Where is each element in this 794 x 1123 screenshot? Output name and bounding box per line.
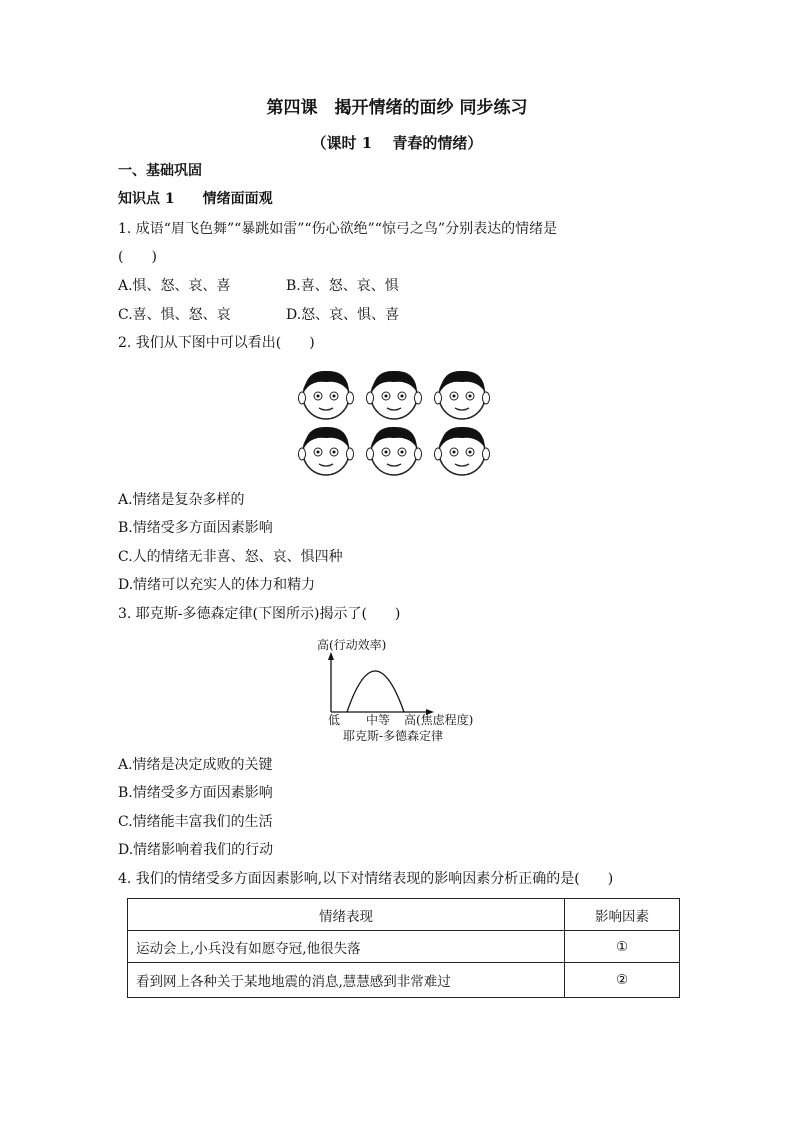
q4-table <box>127 898 680 998</box>
q1-option-b: B.喜、怒、哀、惧 <box>286 278 399 294</box>
q2-option-b: B.情绪受多方面因素影响 <box>118 520 273 536</box>
q2-stem: 2. 我们从下图中可以看出( ) <box>118 335 315 351</box>
section-heading: 一、基础巩固 <box>118 163 202 179</box>
face <box>299 371 354 419</box>
face <box>299 427 354 475</box>
q3-stem: 3. 耶克斯-多德森定律(下图所示)揭示了( ) <box>118 606 401 622</box>
q3-option-d: D.情绪影响着我们的行动 <box>118 842 274 858</box>
q3-option-c: C.情绪能丰富我们的生活 <box>118 814 273 830</box>
q1-option-d: D.怒、哀、惧、喜 <box>286 307 400 323</box>
chart-x-high: 高(焦虑程度) <box>404 713 474 727</box>
page-title: 第四课 揭开情绪的面纱 同步练习 <box>266 98 528 118</box>
face <box>435 427 490 475</box>
cell-emotion: 运动会上,小兵没有如愿夺冠,他很失落 <box>128 931 565 963</box>
table-header-row <box>128 899 680 931</box>
chart-y-label: 高(行动效率) <box>317 638 387 652</box>
table-row <box>128 963 680 998</box>
header-emotion: 情绪表现 <box>128 899 565 931</box>
header-factor: 影响因素 <box>565 899 680 931</box>
yerkes-dodson-curve <box>320 650 440 715</box>
face <box>435 371 490 419</box>
knowledge-point-heading: 知识点 1 情绪面面观 <box>118 191 273 207</box>
cell-factor: ① <box>565 931 680 963</box>
cell-emotion: 看到网上各种关于某地地震的消息,慧慧感到非常难过 <box>128 963 565 998</box>
page-subtitle: （课时 1 青春的情绪） <box>311 134 483 152</box>
q1-option-c: C.喜、惧、怒、哀 <box>118 307 231 323</box>
q2-option-d: D.情绪可以充实人的体力和精力 <box>118 577 316 593</box>
q1-blank: ( ) <box>118 249 157 265</box>
cell-factor: ② <box>565 963 680 998</box>
face <box>367 371 422 419</box>
q3-option-b: B.情绪受多方面因素影响 <box>118 785 273 801</box>
face <box>367 427 422 475</box>
q2-option-a: A.情绪是复杂多样的 <box>118 492 245 508</box>
chart-caption: 耶克斯-多德森定律 <box>343 729 444 743</box>
q4-stem: 4. 我们的情绪受多方面因素影响,以下对情绪表现的影响因素分析正确的是( ) <box>118 871 614 887</box>
q1-option-a: A.惧、怒、哀、喜 <box>118 278 231 294</box>
chart-x-mid: 中等 <box>366 713 391 727</box>
chart-x-low: 低 <box>328 713 341 727</box>
q1-stem: 1. 成语“眉飞色舞”“暴跳如雷”“伤心欲绝”“惊弓之鸟”分别表达的情绪是 <box>118 221 558 237</box>
q3-option-a: A.情绪是决定成败的关键 <box>118 757 273 773</box>
emotion-faces-image <box>296 366 496 480</box>
table-row <box>128 931 680 963</box>
q2-option-c: C.人的情绪无非喜、怒、哀、惧四种 <box>118 549 343 565</box>
